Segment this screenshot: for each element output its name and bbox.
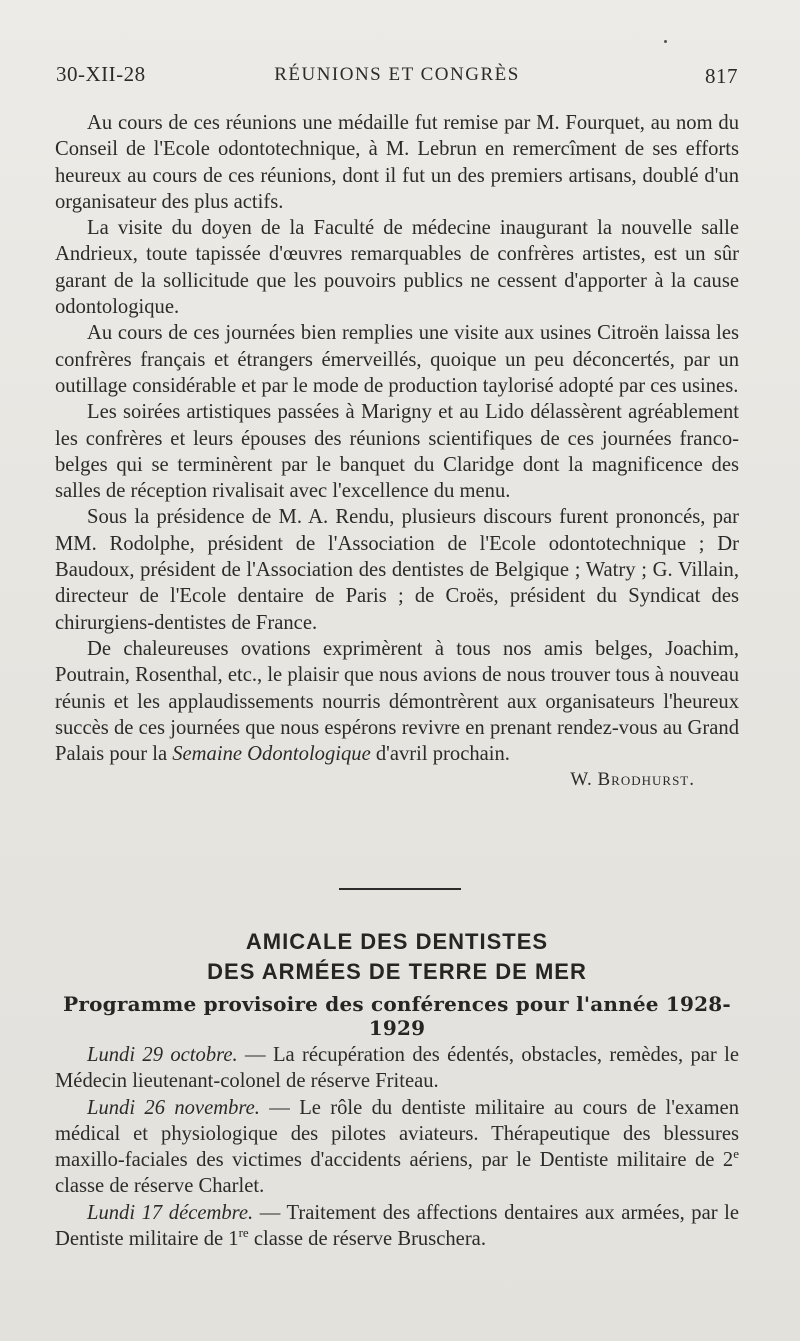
paragraph-text: De chaleureuses ovations exprimèrent à tous nos amis belges, Joachim, Poutrain, Rosenthal, etc., le plaisir que nous avions de nous trouver tous à nouveau réunis et les applaudissements nourris démontrèrent aux organisateurs l'heureux succès de ces journées que nous espérons revivre en prenant rendez-vous au Grand Palais pour la — [55, 637, 739, 766]
paragraph: Au cours de ces réunions une médaille fut remise par M. Fourquet, au nom du Conseil de l'Ecole odontotechnique, à M. Lebrun en remercîment de ses efforts heureux au cours de ces réunions, dont il fut un des premiers artisans, doublé d'un organisateur des plus actifs. — [55, 112, 739, 213]
program-description: — La récupération des édentés, obstacles, remèdes, par le Médecin lieutenant-colonel de réserve Friteau. — [55, 1044, 739, 1093]
program-entry — [55, 1095, 739, 1200]
journal-title: Semaine Odontologique — [172, 743, 371, 766]
program-entry — [55, 1042, 739, 1095]
program-description-end: classe de réserve Bruschera. — [248, 1228, 486, 1251]
program-entry — [55, 1200, 739, 1253]
author-name: Brodhurst. — [597, 769, 695, 791]
program-description-end: classe de réserve Charlet. — [55, 1175, 265, 1198]
paragraph-tail: d'avril prochain. — [370, 743, 510, 766]
program-date: Lundi 26 novembre. — [87, 1096, 260, 1119]
page-number: 817 — [705, 64, 738, 88]
author-signature — [55, 767, 739, 793]
section-title — [55, 927, 739, 987]
section-subtitle: Programme provisoire des conférences pour l'année 1928-1929 — [63, 992, 731, 1040]
header-date: 30-XII-28 — [56, 62, 146, 86]
program-description: — Le rôle du dentiste militaire au cours de l'examen médical et physiologique des pilotes aviateurs. Thérapeutique des blessures maxillo-faciales des victimes d'accidents aériens, par le Dentiste militaire de 2 — [55, 1096, 739, 1172]
paragraph: Au cours de ces journées bien remplies une visite aux usines Citroën laissa les confrères français et étrangers émerveillés, quoique un peu déconcertés, par un outillage considérable et par le mode de production taylorisé adopté par ces usines. — [55, 322, 739, 397]
paragraph: Sous la présidence de M. A. Rendu, plusieurs discours furent prononcés, par MM. Rodolphe, président de l'Association de l'Ecole odontotechnique ; Dr Baudoux, président de l'Association des dentistes de Belgique ; Watry ; G. Villain, directeur de l'Ecole dentaire de Paris ; de Croës, président du Syndicat des chirurgiens-dentistes de France. — [55, 506, 739, 634]
article-body — [55, 110, 739, 794]
running-header — [56, 62, 738, 92]
section-divider — [339, 888, 461, 890]
program-date: Lundi 29 octobre. — [87, 1044, 238, 1066]
ordinal-suffix: e — [733, 1146, 739, 1162]
section-title-line: DES ARMÉES DE TERRE DE MER — [207, 959, 587, 984]
program-list — [55, 1042, 739, 1252]
program-description: — Traitement des affections dentaires aux armées, par le Dentiste militaire de 1 — [55, 1201, 739, 1251]
header-title: RÉUNIONS ET CONGRÈS — [274, 64, 520, 85]
paragraph: La visite du doyen de la Faculté de médecine inaugurant la nouvelle salle Andrieux, toute tapissée d'œuvres remarquables de confrères artistes, est un sûr garant de la sollicitude que les pouvoirs publics ne cessent d'apporter à la cause odontologique. — [55, 217, 739, 319]
section-title-line: AMICALE DES DENTISTES — [245, 929, 549, 954]
paragraph-closing — [55, 636, 739, 767]
print-speck — [664, 40, 667, 43]
ordinal-suffix: re — [238, 1225, 249, 1241]
paragraph: Les soirées artistiques passées à Marigny et au Lido délassèrent agréablement les confrères et leurs épouses des réunions scientifiques de ces journées franco-belges qui se terminèrent par le banquet du Claridge dont la magnificence des salles de réception rivalisait avec l'excellence du menu. — [55, 401, 739, 503]
author-initial: W. — [570, 769, 598, 791]
program-date: Lundi 17 décembre. — [87, 1201, 254, 1224]
